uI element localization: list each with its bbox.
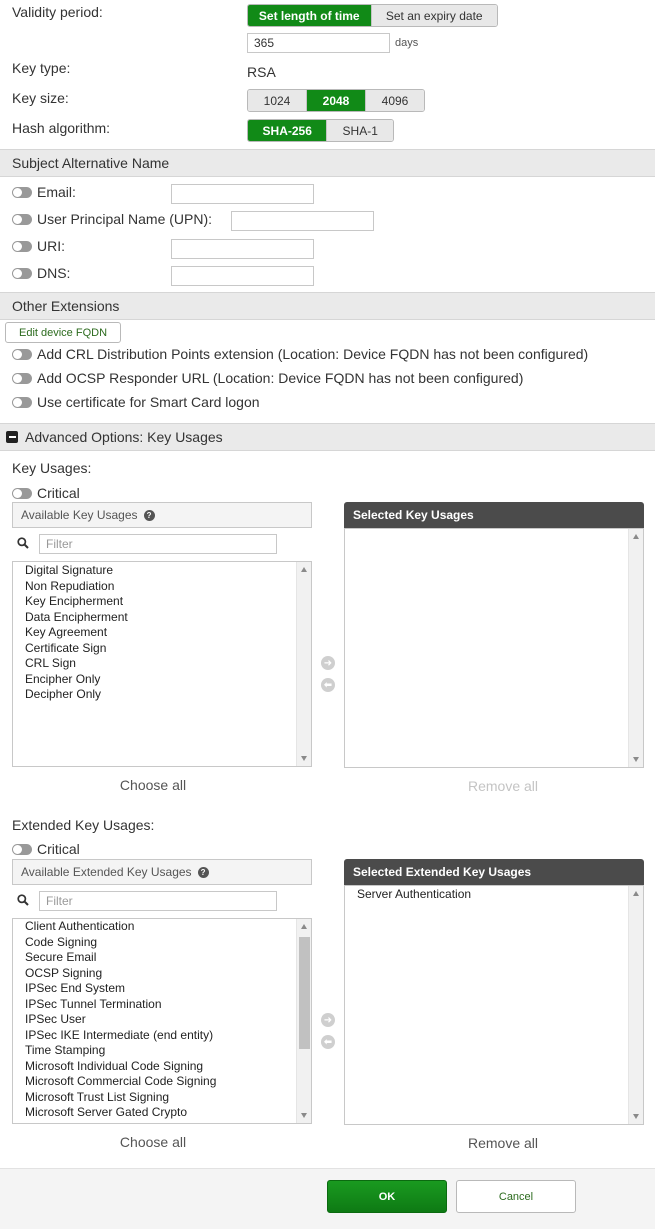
list-item[interactable]: IPSec User <box>25 1012 86 1026</box>
email-toggle[interactable] <box>12 187 32 198</box>
selected-eku-scrollbar[interactable] <box>628 886 643 1124</box>
ok-button[interactable]: OK <box>327 1180 447 1213</box>
list-item[interactable]: Server Authentication <box>357 887 472 901</box>
hash-toggle <box>247 119 394 142</box>
advanced-section-header[interactable] <box>0 423 655 451</box>
validity-days-input[interactable]: 365 <box>247 33 390 53</box>
edit-fqdn-button[interactable]: Edit device FQDN <box>5 322 121 343</box>
key-type-label: Key type: <box>12 60 71 76</box>
smartcard-toggle[interactable] <box>12 397 32 408</box>
add-arrow-icon[interactable]: ➜ <box>321 656 335 670</box>
uri-input[interactable] <box>171 239 314 259</box>
ku-remove-all[interactable]: Remove all <box>467 778 539 794</box>
upn-input[interactable] <box>231 211 374 231</box>
ku-filter-input[interactable]: Filter <box>39 534 277 554</box>
eku-critical-toggle[interactable] <box>12 844 32 855</box>
key-size-toggle <box>247 89 425 112</box>
list-item[interactable]: Microsoft Commercial Code Signing <box>25 1074 217 1088</box>
key-size-label: Key size: <box>12 90 69 106</box>
list-item[interactable]: Data Encipherment <box>25 609 128 624</box>
list-item[interactable]: Secure Email <box>25 950 97 964</box>
email-input[interactable] <box>171 184 314 204</box>
validity-label: Validity period: <box>12 4 103 20</box>
upn-toggle[interactable] <box>12 214 32 225</box>
list-item[interactable]: CRL Sign <box>25 656 76 670</box>
ext-key-usages-label: Extended Key Usages: <box>12 817 155 833</box>
days-unit: days <box>395 37 419 49</box>
list-item[interactable]: OCSP Signing <box>25 965 103 980</box>
ku-critical-label: Critical <box>37 485 80 501</box>
crl-toggle[interactable] <box>12 349 32 360</box>
list-item[interactable]: Client Authentication <box>25 919 135 933</box>
add-arrow-icon[interactable]: ➜ <box>321 1013 335 1027</box>
dns-label: DNS: <box>37 265 71 281</box>
eku-critical-row <box>12 841 80 857</box>
smartcard-label: Use certificate for Smart Card logon <box>37 394 260 410</box>
other-ext-section-header: Other Extensions <box>0 292 655 320</box>
email-row <box>12 184 76 200</box>
available-ext-key-usages-title: Available Extended Key Usages <box>21 865 192 879</box>
list-item[interactable]: Key Encipherment <box>25 594 124 608</box>
eku-filter-input[interactable]: Filter <box>39 891 277 911</box>
dns-toggle[interactable] <box>12 268 32 279</box>
selected-key-usages-header: Selected Key Usages <box>344 502 644 528</box>
key-size-4096[interactable]: 4096 <box>366 90 424 111</box>
email-label: Email: <box>37 184 76 200</box>
ku-critical-toggle[interactable] <box>12 488 32 499</box>
selected-ext-key-usages-list <box>344 885 644 1125</box>
uri-row <box>12 238 65 254</box>
san-section-header: Subject Alternative Name <box>0 149 655 177</box>
crl-row <box>12 346 588 362</box>
remove-arrow-icon[interactable]: ⬅ <box>321 1035 335 1049</box>
list-item[interactable]: Microsoft Individual Code Signing <box>25 1058 204 1073</box>
collapse-icon[interactable] <box>6 431 18 443</box>
uri-label: URI: <box>37 238 65 254</box>
key-type-value: RSA <box>247 64 276 80</box>
list-item[interactable]: IPSec Tunnel Termination <box>25 996 162 1011</box>
selected-ku-scrollbar[interactable] <box>628 529 643 767</box>
list-item[interactable]: Microsoft Trust List Signing <box>25 1089 170 1104</box>
uri-toggle[interactable] <box>12 241 32 252</box>
hash-label: Hash algorithm: <box>12 120 111 136</box>
available-key-usages-list <box>12 561 312 767</box>
ocsp-toggle[interactable] <box>12 373 32 384</box>
list-item[interactable]: Certificate Sign <box>25 640 107 655</box>
list-item[interactable]: Time Stamping <box>25 1043 106 1057</box>
list-item[interactable]: IPSec IKE Intermediate (end entity) <box>25 1027 214 1042</box>
eku-remove-all[interactable]: Remove all <box>467 1135 539 1151</box>
dns-input[interactable] <box>171 266 314 286</box>
eku-critical-label: Critical <box>37 841 80 857</box>
ku-scrollbar[interactable] <box>296 562 311 766</box>
hash-sha256[interactable]: SHA-256 <box>248 120 327 141</box>
smartcard-row <box>12 394 260 410</box>
eku-items <box>25 919 216 1121</box>
ku-choose-all[interactable]: Choose all <box>119 777 187 793</box>
advanced-title: Advanced Options: Key Usages <box>25 429 223 445</box>
crl-label: Add CRL Distribution Points extension (Location: Device FQDN has not been configured) <box>37 346 589 362</box>
upn-row <box>12 211 212 227</box>
cancel-button[interactable]: Cancel <box>456 1180 576 1213</box>
list-item[interactable]: Digital Signature <box>25 563 114 577</box>
available-key-usages-header <box>12 502 312 528</box>
ocsp-row <box>12 370 523 386</box>
list-item[interactable]: Encipher Only <box>25 671 101 686</box>
ku-critical-row <box>12 485 80 501</box>
help-icon[interactable]: ? <box>198 867 209 878</box>
dns-row <box>12 265 70 281</box>
search-icon <box>17 537 29 549</box>
eku-scrollbar[interactable] <box>296 919 311 1123</box>
ocsp-label: Add OCSP Responder URL (Location: Device FQDN has not been configured) <box>37 370 524 386</box>
available-ext-key-usages-list <box>12 918 312 1124</box>
search-icon <box>17 894 29 906</box>
upn-label: User Principal Name (UPN): <box>37 211 213 227</box>
key-size-2048[interactable]: 2048 <box>307 90 366 111</box>
help-icon[interactable]: ? <box>144 510 155 521</box>
list-item[interactable]: Decipher Only <box>25 687 102 701</box>
list-item[interactable]: IPSec End System <box>25 981 126 995</box>
set-expiry-button[interactable]: Set an expiry date <box>372 5 498 26</box>
eku-choose-all[interactable]: Choose all <box>119 1134 187 1150</box>
hash-sha1[interactable]: SHA-1 <box>327 120 393 141</box>
selected-ext-key-usages-header: Selected Extended Key Usages <box>344 859 644 885</box>
ku-items <box>25 563 128 703</box>
list-item[interactable]: Microsoft Server Gated Crypto <box>25 1105 188 1119</box>
remove-arrow-icon[interactable]: ⬅ <box>321 678 335 692</box>
set-length-button[interactable]: Set length of time <box>248 5 372 26</box>
list-item[interactable]: Code Signing <box>25 934 98 949</box>
selected-key-usages-list <box>344 528 644 768</box>
eku-selected-items <box>357 887 471 903</box>
key-size-1024[interactable]: 1024 <box>248 90 307 111</box>
validity-toggle <box>247 4 498 27</box>
available-key-usages-title: Available Key Usages <box>21 508 138 522</box>
key-usages-label: Key Usages: <box>12 460 92 476</box>
list-item[interactable]: Key Agreement <box>25 625 108 639</box>
available-ext-key-usages-header <box>12 859 312 885</box>
list-item[interactable]: Non Repudiation <box>25 578 115 593</box>
